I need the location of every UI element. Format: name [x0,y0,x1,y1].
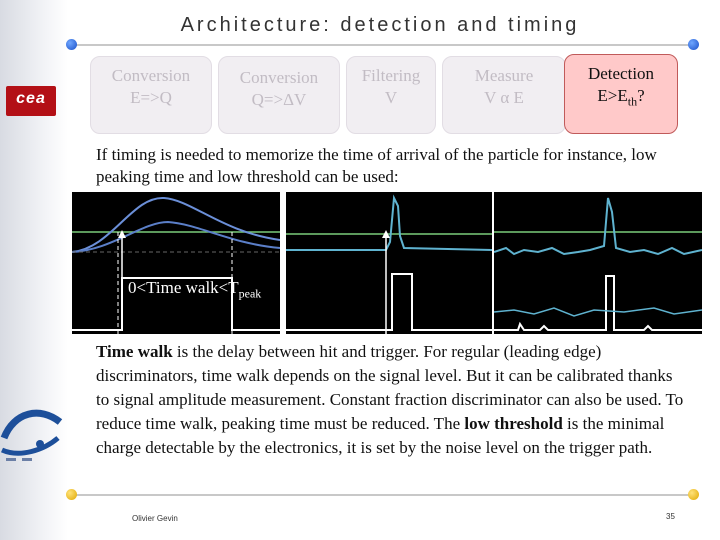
box-measure [442,56,566,134]
box-detection [564,54,678,134]
yellow-dot-bottom-right [688,489,699,500]
blue-dot-top-right [688,39,699,50]
page-number: 35 [666,512,675,521]
box-line1: Filtering [361,66,421,85]
box-line2: E=>Q [130,88,172,107]
scope-peak-center [286,192,492,334]
box-line2: V α E [484,88,524,107]
bottom-divider [72,494,694,496]
box-line1: Detection [587,64,655,83]
irfu-logo [0,398,66,470]
box-line2: Q=>ΔV [251,90,307,109]
box-conversion-e-q [90,56,212,134]
box-conversion-q-v [218,56,340,134]
explanation-paragraph: Time walk is the delay between hit and trigger. For regular (leading edge) discriminators, time walk depends on the signal level. But it can be calibrated thanks to signal amplitude measurement. Constant fraction discriminator can also be used. To reduce time walk, peaking time must be reduced. The low threshold is the minimal charge detectable by the electronics, it is set by the noise level on the trigger path. [96,342,684,457]
box-line1: Conversion [239,68,319,87]
time-walk-label: 0<Time $walk<T_{peak}$ [128,278,262,301]
box-line1: Conversion [111,66,191,85]
top-divider [72,44,694,46]
intro-text: If timing is needed to memorize the time of arrival of the particle for instance, low peaking time and low threshold can be used: [96,145,657,186]
box-filtering [346,56,436,134]
yellow-dot-bottom-left [66,489,77,500]
scope-time-walk [72,192,280,334]
box-line1: Measure [474,66,534,85]
slide-title: Architecture: detection and timing [180,14,580,36]
box-line2: V [384,88,398,107]
footer-author: Olivier Gevin [132,514,178,523]
scope-noise [494,192,702,334]
cea-logo: cea [6,86,56,116]
blue-dot-top-left [66,39,77,50]
box-line2: $E>E_{th}$? [597,86,645,109]
